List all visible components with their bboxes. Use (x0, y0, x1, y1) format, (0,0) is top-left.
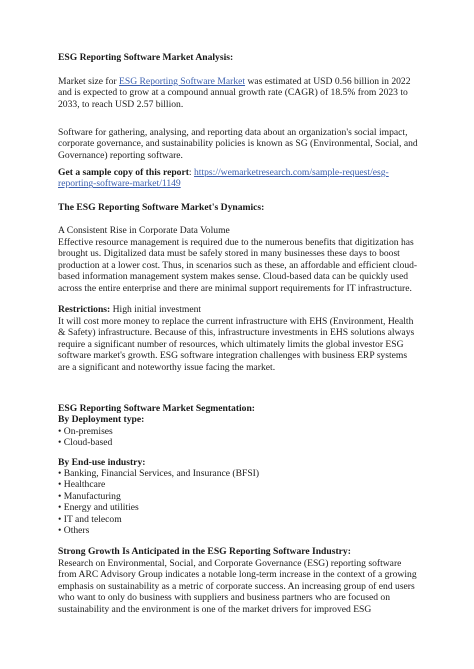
end-use-list (58, 468, 418, 536)
list-item: • Manufacturing (58, 491, 418, 502)
segmentation-heading: ESG Reporting Software Market Segmentation: (58, 403, 256, 414)
deployment-type-list (58, 426, 418, 449)
market-report-link[interactable]: ESG Reporting Software Market (119, 76, 246, 87)
list-item: • Cloud-based (58, 437, 418, 448)
intro-text-pre: Market size for (58, 76, 120, 87)
growth-heading: Strong Growth Is Anticipated in the ESG Reporting Software Industry: (58, 546, 351, 557)
list-item: • IT and telecom (58, 514, 418, 525)
restrictions-label: Restrictions: (58, 304, 111, 315)
sample-copy-colon: : (188, 167, 194, 178)
sample-copy-label: Get a sample copy of this report (58, 167, 189, 178)
restrictions-line (58, 304, 418, 315)
growth-paragraph: Research on Environmental, Social, and Corporate Governance (ESG) reporting software from ARC Advisory Group indicates a notable long-term increase in the context of a growing emphasis on sustainability as a metric of corporate success. An increasing group of end users who want to only do business with suppliers and business partners who are focused on sustainability and the environment is one of the market drivers for improved ESG (58, 558, 417, 615)
list-item: • On-premises (58, 426, 418, 437)
restrictions-value: High initial investment (110, 304, 202, 315)
list-item: • Banking, Financial Services, and Insurance (BFSI) (58, 468, 418, 479)
intro-text-post: was estimated at USD 0.56 billion in 2022 and is expected to grow at a compound annual growth rate (CAGR) of 18.5% from 2023 to 2033, to reach USD 2.57 billion. (58, 76, 411, 110)
dynamics-subtitle: A Consistent Rise in Corporate Data Volume (58, 225, 230, 236)
dynamics-paragraph: Effective resource management is required due to the numerous benefits that digitization has brought us. Digitalized data must be safely stored in many businesses these days to boost production at a lower cost. Thus, in scenarios such as these, an affordable and efficient cloud-based information management system makes sense. Cloud-based data can be quickly used across the entire enterprise and there are minimal support requirements for IT infrastructure. (58, 237, 418, 294)
definition-paragraph: Software for gathering, analysing, and reporting data about an organization's social impact, corporate governance, and sustainability policies is known as SG (Environmental, Social, and Governance) reporting software. (58, 127, 418, 161)
page-heading: ESG Reporting Software Market Analysis: (58, 52, 234, 63)
dynamics-heading: The ESG Reporting Software Market's Dynamics: (58, 202, 265, 213)
restrictions-paragraph: It will cost more money to replace the current infrastructure with EHS (Environment, Health & Safety) infrastructure. Because of this, infrastructure investments in EHS solutions always require a significant number of resources, which ultimately limits the global investor ESG software market's growth. ESG software integration challenges with business ERP systems are a significant and noteworthy issue facing the market. (58, 316, 415, 373)
list-item: • Healthcare (58, 479, 418, 490)
end-use-heading: By End-use industry: (58, 457, 146, 468)
deployment-type-heading: By Deployment type: (58, 414, 145, 425)
list-item: • Others (58, 525, 418, 536)
list-item: • Energy and utilities (58, 502, 418, 513)
market-size-paragraph (58, 76, 418, 110)
sample-copy-paragraph (58, 167, 418, 190)
sample-request-link[interactable]: https://wemarketresearch.com/sample-request/esg-reporting-software-market/1149 (58, 167, 389, 190)
